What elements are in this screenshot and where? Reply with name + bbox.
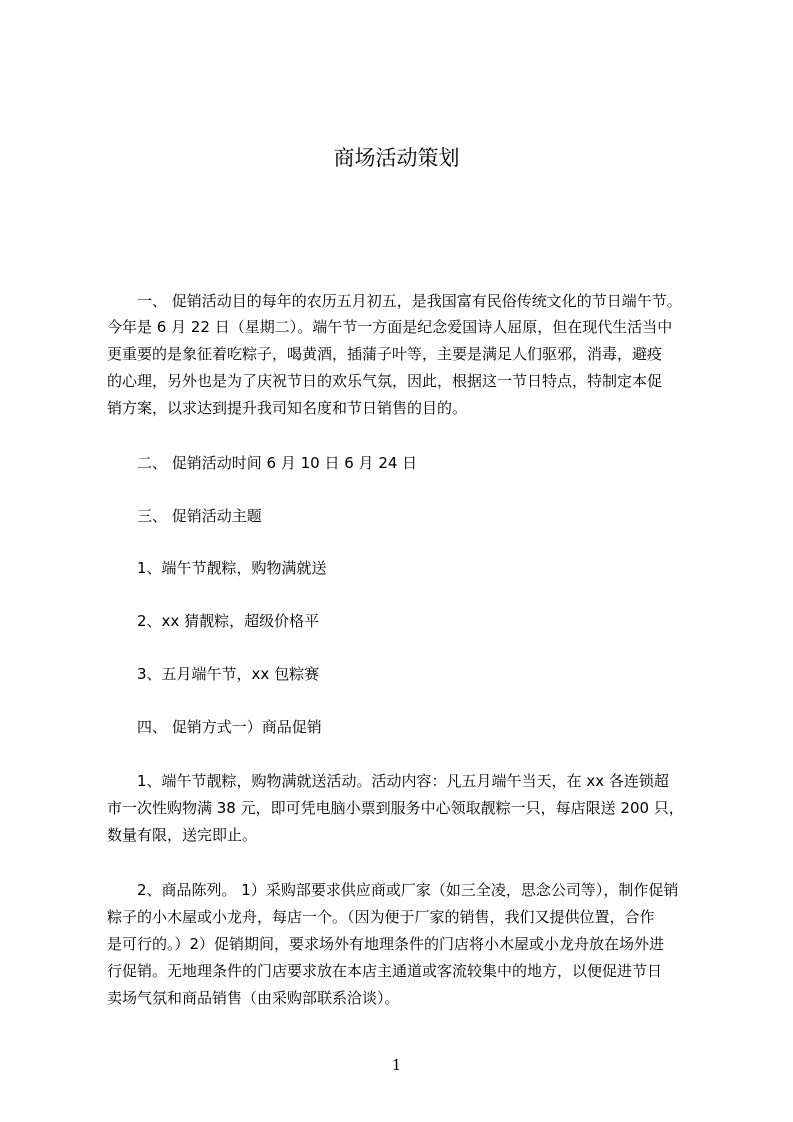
section-2-heading: 二、 促销活动时间 6 月 10 日 6 月 24 日 [137, 454, 418, 472]
promo-2-line-3: 是可行的。）2）促销期间，要求场外有地理条件的门店将小木屋或小龙舟放在场外进 [107, 935, 665, 953]
section-3-heading: 三、 促销活动主题 [137, 507, 262, 525]
promo-1-line-1: 1、端午节靓粽，购物满就送活动。活动内容：凡五月端午当天，在 xx 各连锁超 [137, 772, 669, 790]
page-title: 商场活动策划 [333, 146, 460, 170]
section-1-line-5: 销方案，以求达到提升我司知名度和节日销售的目的。 [107, 399, 468, 417]
promo-2-line-1: 2、商品陈列。 1）采购部要求供应商或厂家（如三全凌，思念公司等），制作促销 [137, 881, 679, 899]
section-1-line-4: 的心理，另外也是为了庆祝节日的欢乐气氛，因此，根据这一节日特点，特制定本促 [107, 372, 663, 390]
promo-2-line-4: 行促销。无地理条件的门店要求放在本店主通道或客流较集中的地方，以便促进节日 [107, 962, 663, 980]
promo-1-line-2: 市一次性购物满 38 元，即可凭电脑小票到服务中心领取靓粽一只，每店限送 200 只， [107, 799, 684, 817]
theme-3: 3、五月端午节，xx 包粽赛 [137, 665, 320, 683]
section-1-line-1: 一、 促销活动目的每年的农历五月初五，是我国富有民俗传统文化的节日端午节。 [137, 292, 682, 310]
section-1-line-3: 更重要的是象征着吃粽子，喝黄酒，插蒲子叶等，主要是满足人们驱邪，消毒，避疫 [107, 345, 663, 363]
theme-2: 2、xx 猜靓粽，超级价格平 [137, 612, 320, 630]
promo-2-line-2: 粽子的小木屋或小龙舟，每店一个。（因为便于厂家的销售，我们又提供位置，合作 [107, 908, 655, 926]
promo-2-line-5: 卖场气氛和商品销售（由采购部联系洽谈）。 [107, 989, 400, 1007]
page-number: 1 [391, 1056, 402, 1074]
theme-1: 1、端午节靓粽，购物满就送 [137, 559, 327, 577]
promo-1-line-3: 数量有限，送完即止。 [107, 826, 258, 844]
section-4-heading: 四、 促销方式一）商品促销 [137, 718, 322, 736]
section-1-line-2: 今年是 6 月 22 日（星期二）。端午节一方面是纪念爱国诗人屈原，但在现代生活当中 [107, 318, 673, 336]
